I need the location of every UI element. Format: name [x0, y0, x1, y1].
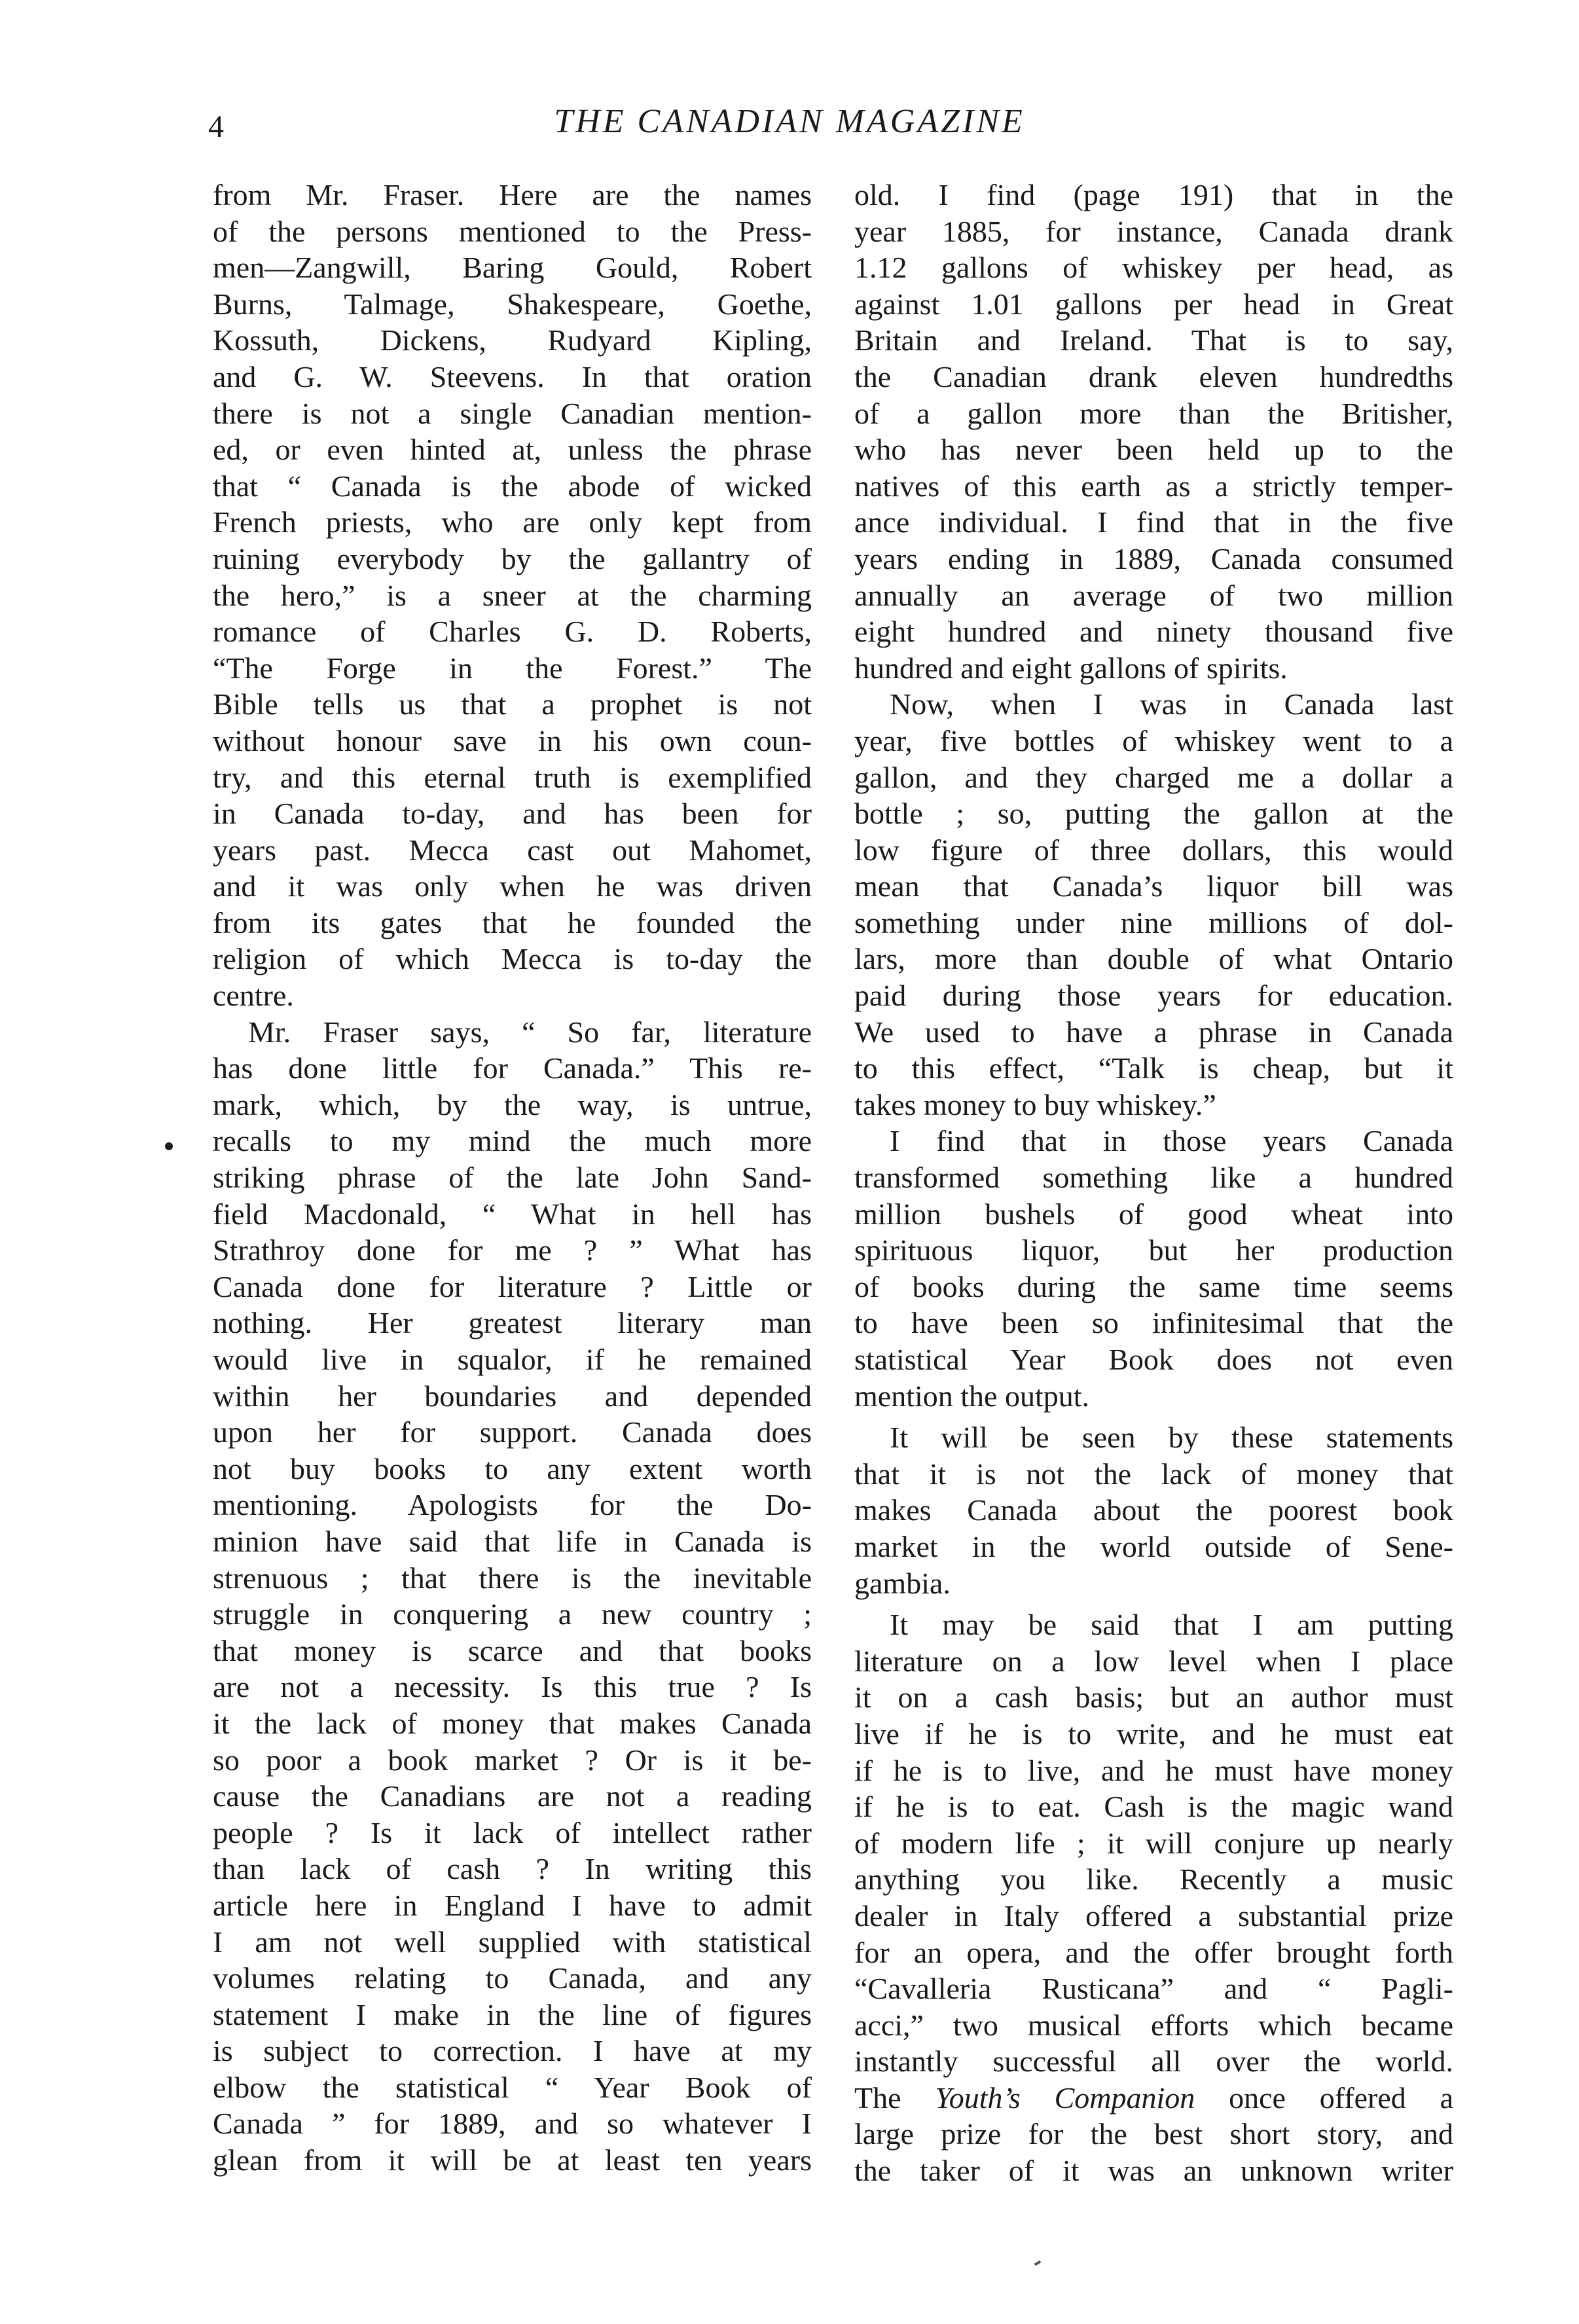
text-line: from Mr. Fraser. Here are the names [213, 178, 812, 211]
text-line: of a gallon more than the Britisher, [854, 396, 1453, 430]
text-line: large prize for the best short story, and [854, 2117, 1453, 2151]
text-line: statistical Year Book does not even [854, 1343, 1453, 1376]
text-line: who has never been held up to the [854, 433, 1453, 467]
text-line: mention the output. [854, 1379, 1090, 1413]
italic-title: Youth’s Companion [935, 2080, 1195, 2115]
text-line: struggle in conquering a new country ; [213, 1597, 812, 1631]
text-line: Burns, Talmage, Shakespeare, Goethe, [213, 287, 812, 321]
text-line: volumes relating to Canada, and any [213, 1961, 812, 1995]
text-line: from its gates that he founded the [213, 905, 812, 939]
text-line: literature on a low level when I place [854, 1644, 1453, 1678]
text-line: French priests, who are only kept from [213, 505, 812, 539]
text-line: market in the world outside of Sene- [854, 1529, 1453, 1563]
right-column [854, 177, 1453, 2189]
text-line: of books during the same time seems [854, 1269, 1453, 1303]
text-line: Kossuth, Dickens, Rudyard Kipling, [213, 323, 812, 357]
left-column [213, 177, 812, 2179]
text-line: elbow the statistical “ Year Book of [213, 2070, 812, 2104]
running-head: THE CANADIAN MAGAZINE [554, 103, 1025, 140]
text-line: so poor a book market ? Or is it be- [213, 1743, 812, 1777]
text-line: recalls to my mind the much more [213, 1124, 812, 1158]
text-line: We used to have a phrase in Canada [854, 1015, 1453, 1049]
text-line: would live in squalor, if he remained [213, 1343, 812, 1376]
text-segment: once offered a [1195, 2080, 1453, 2115]
text-line: mean that Canada’s liquor bill was [854, 869, 1453, 903]
text-line: of modern life ; it will conjure up nearly [854, 1826, 1453, 1860]
text-line: has done little for Canada.” This re- [213, 1051, 812, 1085]
text-line: year 1885, for instance, Canada drank [854, 214, 1453, 248]
text-line: for an opera, and the offer brought forth [854, 1935, 1453, 1969]
text-line: gambia. [854, 1566, 951, 1600]
text-line: if he is to eat. Cash is the magic wand [854, 1790, 1453, 1824]
text-line: I find that in those years Canada [890, 1124, 1453, 1158]
text-line: is subject to correction. I have at my [213, 2034, 812, 2068]
text-line: live if he is to write, and he must eat [854, 1716, 1453, 1751]
text-line: takes money to buy whiskey.” [854, 1087, 1216, 1121]
text-line: year, five bottles of whiskey went to a [854, 723, 1453, 757]
text-line: of the persons mentioned to the Press- [213, 214, 812, 248]
text-line: bottle ; so, putting the gallon at the [854, 797, 1453, 831]
text-line: years ending in 1889, Canada consumed [854, 541, 1453, 575]
text-line: ance individual. I find that in the five [854, 505, 1453, 539]
text-line: old. I find (page 191) that in the [854, 178, 1453, 211]
text-line: Bible tells us that a prophet is not [213, 687, 812, 721]
text-line: low figure of three dollars, this would [854, 833, 1453, 867]
text-line: the Canadian drank eleven hundredths [854, 359, 1453, 393]
text-line: years past. Mecca cast out Mahomet, [213, 833, 812, 867]
text-line: statement I make in the line of figures [213, 1997, 812, 2031]
text-line: that it is not the lack of money that [854, 1457, 1453, 1491]
text-line: mentioning. Apologists for the Do- [213, 1488, 812, 1522]
text-line: people ? Is it lack of intellect rather [213, 1815, 812, 1849]
text-line: men—Zangwill, Baring Gould, Robert [213, 251, 812, 285]
text-line: it the lack of money that makes Canada [213, 1706, 812, 1740]
page-number: 4 [208, 109, 224, 144]
text-line: million bushels of good wheat into [854, 1197, 1453, 1231]
stray-ink-mark [1034, 2260, 1042, 2266]
text-line: nothing. Her greatest literary man [213, 1306, 812, 1340]
text-line: spirituous liquor, but her production [854, 1233, 1453, 1267]
text-line: the taker of it was an unknown writer [854, 2154, 1453, 2188]
text-line: the hero,” is a sneer at the charming [213, 578, 812, 612]
text-line: to have been so infinitesimal that the [854, 1306, 1453, 1340]
text-line: try, and this eternal truth is exemplified [213, 760, 812, 794]
text-line: striking phrase of the late John Sand- [213, 1161, 812, 1195]
text-line: that money is scarce and that books [213, 1633, 812, 1667]
text-line: Canada ” for 1889, and so whatever I [213, 2107, 812, 2141]
text-line: in Canada to-day, and has been for [213, 797, 812, 831]
text-line: paid during those years for education. [854, 979, 1453, 1013]
text-line: mark, which, by the way, is untrue, [213, 1087, 812, 1121]
text-line: not buy books to any extent worth [213, 1451, 812, 1485]
text-line: Canada done for literature ? Little or [213, 1269, 812, 1303]
text-line: I am not well supplied with statistical [213, 1925, 812, 1959]
text-line: within her boundaries and depended [213, 1379, 812, 1413]
text-line: acci,” two musical efforts which became [854, 2008, 1453, 2042]
text-line: are not a necessity. Is this true ? Is [213, 1670, 812, 1704]
text-line: makes Canada about the poorest book [854, 1493, 1453, 1527]
text-line: that “ Canada is the abode of wicked [213, 469, 812, 503]
text-line: instantly successful all over the world. [854, 2044, 1453, 2079]
text-line: and G. W. Steevens. In that oration [213, 359, 812, 393]
text-line: gallon, and they charged me a dollar a [854, 760, 1453, 794]
text-line: Strathroy done for me ? ” What has [213, 1233, 812, 1267]
text-line: “Cavalleria Rusticana” and “ Pagli- [854, 1972, 1453, 2006]
text-line: Britain and Ireland. That is to say, [854, 323, 1453, 357]
text-line: It will be seen by these statements [890, 1421, 1453, 1455]
text-line: eight hundred and ninety thousand five [854, 615, 1453, 649]
text-line: 1.12 gallons of whiskey per head, as [854, 251, 1453, 285]
text-line: ruining everybody by the gallantry of [213, 541, 812, 575]
text-line: minion have said that life in Canada is [213, 1524, 812, 1558]
text-segment: The [854, 2080, 935, 2115]
text-line: Now, when I was in Canada last [890, 687, 1453, 721]
text-line: religion of which Mecca is to-day the [213, 942, 812, 976]
text-line: It may be said that I am putting [890, 1608, 1453, 1642]
text-line [854, 2080, 1453, 2116]
text-line: dealer in Italy offered a substantial prize [854, 1898, 1453, 1933]
text-line: than lack of cash ? In writing this [213, 1852, 812, 1886]
text-line: without honour save in his own coun- [213, 723, 812, 757]
text-line: romance of Charles G. D. Roberts, [213, 615, 812, 649]
text-line: upon her for support. Canada does [213, 1415, 812, 1449]
text-line: field Macdonald, “ What in hell has [213, 1197, 812, 1231]
text-line: article here in England I have to admit [213, 1888, 812, 1922]
text-line: if he is to live, and he must have money [854, 1753, 1453, 1787]
text-line: there is not a single Canadian mention- [213, 396, 812, 430]
text-line: hundred and eight gallons of spirits. [854, 651, 1288, 685]
text-line: something under nine millions of dol- [854, 905, 1453, 939]
text-line: strenuous ; that there is the inevitable [213, 1561, 812, 1595]
text-line: natives of this earth as a strictly temper- [854, 469, 1453, 503]
text-line: lars, more than double of what Ontario [854, 942, 1453, 976]
text-line: ed, or even hinted at, unless the phrase [213, 433, 812, 467]
text-line: “The Forge in the Forest.” The [213, 651, 812, 685]
text-line: anything you like. Recently a music [854, 1862, 1453, 1897]
text-line: to this effect, “Talk is cheap, but it [854, 1051, 1453, 1085]
text-line: and it was only when he was driven [213, 869, 812, 903]
text-line: Mr. Fraser says, “ So far, literature [248, 1015, 812, 1049]
margin-bullet-mark [165, 1142, 173, 1150]
text-line: cause the Canadians are not a reading [213, 1779, 812, 1813]
text-line: transformed something like a hundred [854, 1161, 1453, 1195]
text-line: against 1.01 gallons per head in Great [854, 287, 1453, 321]
text-line: it on a cash basis; but an author must [854, 1680, 1453, 1715]
text-line: annually an average of two million [854, 578, 1453, 612]
text-line: centre. [213, 979, 294, 1013]
text-line: glean from it will be at least ten years [213, 2143, 812, 2177]
